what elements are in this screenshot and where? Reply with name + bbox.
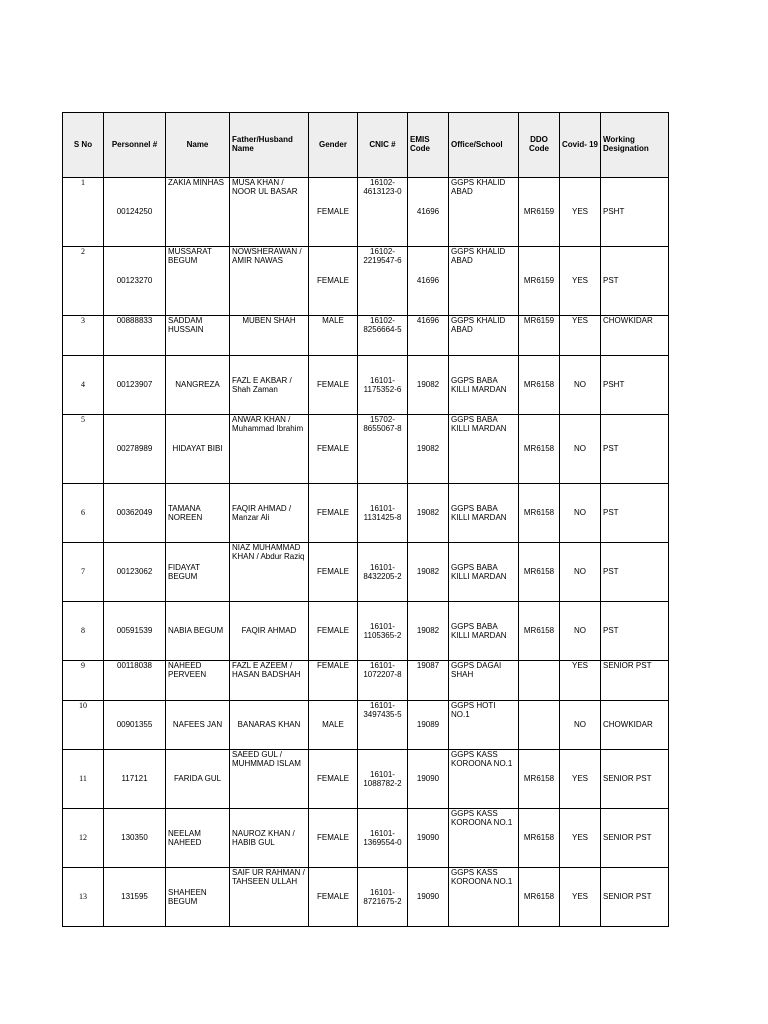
cell-office: GGPS DAGAI SHAH (449, 661, 519, 701)
table-row (63, 543, 669, 602)
cell-name: NANGREZA (166, 356, 230, 415)
cell-name: NABIA BEGUM (166, 602, 230, 661)
cell-office: GGPS KASS KOROONA NO.1 (449, 809, 519, 868)
cell-office: GGPS KHALID ABAD (449, 316, 519, 356)
cell-gender: FEMALE (309, 356, 358, 415)
cell-cnic: 16101-1105365-2 (358, 602, 408, 661)
col-header-designation: Working Designation (601, 113, 669, 178)
cell-office: GGPS HOTI NO.1 (449, 701, 519, 750)
cell-emis: 41696 (408, 316, 449, 356)
cell-designation: PST (601, 247, 669, 316)
col-header-gender: Gender (309, 113, 358, 178)
cell-emis: 19082 (408, 356, 449, 415)
cell-personnel: 00123270 (104, 247, 166, 316)
cell-covid: YES (560, 178, 601, 247)
cell-covid: NO (560, 701, 601, 750)
cell-cnic: 16102-2219547-6 (358, 247, 408, 316)
table-row (63, 247, 669, 316)
cell-sno: 12 (63, 809, 104, 868)
cell-personnel: 131595 (104, 868, 166, 927)
col-header-sno: S No (63, 113, 104, 178)
cell-designation: PST (601, 415, 669, 484)
cell-designation: SENIOR PST (601, 868, 669, 927)
cell-personnel: 00591539 (104, 602, 166, 661)
cell-name: MUSSARAT BEGUM (166, 247, 230, 316)
cell-designation: PST (601, 602, 669, 661)
cell-designation: SENIOR PST (601, 809, 669, 868)
cell-gender: FEMALE (309, 247, 358, 316)
table-row (63, 661, 669, 701)
cell-ddo: MR6158 (519, 868, 560, 927)
cell-sno: 3 (63, 316, 104, 356)
cell-name: SHAHEEN BEGUM (166, 868, 230, 927)
cell-personnel: 00362049 (104, 484, 166, 543)
cell-name: HIDAYAT BIBI (166, 415, 230, 484)
cell-father: SAEED GUL / MUHMMAD ISLAM (230, 750, 309, 809)
cell-sno: 11 (63, 750, 104, 809)
cell-ddo: MR6158 (519, 809, 560, 868)
table-row (63, 602, 669, 661)
cell-sno: 9 (63, 661, 104, 701)
cell-name: SADDAM HUSSAIN (166, 316, 230, 356)
cell-father: MUBEN SHAH (230, 316, 309, 356)
cell-ddo: MR6158 (519, 415, 560, 484)
cell-name: NAFEES JAN (166, 701, 230, 750)
cell-gender: FEMALE (309, 543, 358, 602)
col-header-office: Office/School (449, 113, 519, 178)
cell-sno: 5 (63, 415, 104, 484)
cell-ddo: MR6158 (519, 543, 560, 602)
cell-emis: 19087 (408, 661, 449, 701)
cell-emis: 19082 (408, 484, 449, 543)
cell-emis: 19089 (408, 701, 449, 750)
cell-cnic: 16102-8256664-5 (358, 316, 408, 356)
cell-ddo: MR6159 (519, 316, 560, 356)
cell-designation: CHOWKIDAR (601, 316, 669, 356)
cell-office: GGPS BABA KILLI MARDAN (449, 356, 519, 415)
cell-personnel: 00123062 (104, 543, 166, 602)
cell-name: FIDAYAT BEGUM (166, 543, 230, 602)
cell-covid: NO (560, 356, 601, 415)
cell-office: GGPS BABA KILLI MARDAN (449, 484, 519, 543)
cell-cnic: 16101-1072207-8 (358, 661, 408, 701)
col-header-cnic: CNIC # (358, 113, 408, 178)
cell-father: FAQIR AHMAD / Manzar Ali (230, 484, 309, 543)
cell-personnel: 130350 (104, 809, 166, 868)
cell-cnic: 16101-1131425-8 (358, 484, 408, 543)
cell-name: ZAKIA MINHAS (166, 178, 230, 247)
col-header-ddo: DDO Code (519, 113, 560, 178)
cell-designation: SENIOR PST (601, 750, 669, 809)
cell-ddo: MR6159 (519, 178, 560, 247)
table-row (63, 868, 669, 927)
cell-office: GGPS KHALID ABAD (449, 247, 519, 316)
cell-covid: NO (560, 543, 601, 602)
table-row (63, 415, 669, 484)
cell-gender: MALE (309, 316, 358, 356)
cell-personnel: 00123907 (104, 356, 166, 415)
cell-name: FARIDA GUL (166, 750, 230, 809)
cell-sno: 10 (63, 701, 104, 750)
cell-cnic: 15702-8655067-8 (358, 415, 408, 484)
cell-office: GGPS KHALID ABAD (449, 178, 519, 247)
cell-personnel: 00124250 (104, 178, 166, 247)
cell-designation: PST (601, 484, 669, 543)
cell-cnic: 16101-1088782-2 (358, 750, 408, 809)
cell-emis: 19090 (408, 868, 449, 927)
cell-office: GGPS KASS KOROONA NO.1 (449, 750, 519, 809)
cell-father: BANARAS KHAN (230, 701, 309, 750)
cell-name: NEELAM NAHEED (166, 809, 230, 868)
cell-ddo: MR6158 (519, 750, 560, 809)
cell-gender: FEMALE (309, 415, 358, 484)
staff-table (62, 112, 669, 927)
cell-personnel: 117121 (104, 750, 166, 809)
cell-sno: 4 (63, 356, 104, 415)
cell-sno: 7 (63, 543, 104, 602)
cell-office: GGPS BABA KILLI MARDAN (449, 543, 519, 602)
cell-father: FAZL E AKBAR / Shah Zaman (230, 356, 309, 415)
cell-covid: NO (560, 484, 601, 543)
cell-emis: 19082 (408, 602, 449, 661)
cell-gender: FEMALE (309, 868, 358, 927)
cell-father: NIAZ MUHAMMAD KHAN / Abdur Raziq (230, 543, 309, 602)
cell-ddo: MR6158 (519, 356, 560, 415)
table-row (63, 316, 669, 356)
cell-personnel: 00888833 (104, 316, 166, 356)
cell-covid: NO (560, 602, 601, 661)
cell-emis: 19090 (408, 750, 449, 809)
cell-name: NAHEED PERVEEN (166, 661, 230, 701)
cell-gender: FEMALE (309, 484, 358, 543)
col-header-covid: Covid- 19 (560, 113, 601, 178)
table-row (63, 750, 669, 809)
cell-emis: 41696 (408, 178, 449, 247)
cell-emis: 19082 (408, 543, 449, 602)
cell-covid: YES (560, 661, 601, 701)
cell-designation: PST (601, 543, 669, 602)
cell-designation: PSHT (601, 356, 669, 415)
table-row (63, 701, 669, 750)
cell-covid: YES (560, 750, 601, 809)
cell-cnic: 16102-4613123-0 (358, 178, 408, 247)
cell-office: GGPS BABA KILLI MARDAN (449, 602, 519, 661)
cell-ddo (519, 661, 560, 701)
cell-gender: FEMALE (309, 750, 358, 809)
cell-gender: FEMALE (309, 661, 358, 701)
cell-designation: PSHT (601, 178, 669, 247)
col-header-personnel: Personnel # (104, 113, 166, 178)
cell-designation: SENIOR PST (601, 661, 669, 701)
cell-emis: 41696 (408, 247, 449, 316)
cell-cnic: 16101-1175352-6 (358, 356, 408, 415)
cell-gender: FEMALE (309, 178, 358, 247)
cell-office: GGPS KASS KOROONA NO.1 (449, 868, 519, 927)
cell-personnel: 00278989 (104, 415, 166, 484)
cell-ddo: MR6158 (519, 484, 560, 543)
col-header-name: Name (166, 113, 230, 178)
cell-office: GGPS BABA KILLI MARDAN (449, 415, 519, 484)
cell-sno: 2 (63, 247, 104, 316)
cell-gender: FEMALE (309, 809, 358, 868)
cell-personnel: 00118038 (104, 661, 166, 701)
cell-sno: 13 (63, 868, 104, 927)
table-row (63, 178, 669, 247)
cell-father: FAZL E AZEEM / HASAN BADSHAH (230, 661, 309, 701)
cell-cnic: 16101-1369554-0 (358, 809, 408, 868)
cell-sno: 6 (63, 484, 104, 543)
cell-gender: MALE (309, 701, 358, 750)
cell-designation: CHOWKIDAR (601, 701, 669, 750)
cell-covid: YES (560, 316, 601, 356)
col-header-emis: EMIS Code (408, 113, 449, 178)
cell-father: NAUROZ KHAN / HABIB GUL (230, 809, 309, 868)
cell-ddo (519, 701, 560, 750)
col-header-father-husband: Father/Husband Name (230, 113, 309, 178)
cell-personnel: 00901355 (104, 701, 166, 750)
table-row (63, 356, 669, 415)
cell-ddo: MR6158 (519, 602, 560, 661)
cell-covid: NO (560, 415, 601, 484)
cell-father: NOWSHERAWAN / AMIR NAWAS (230, 247, 309, 316)
cell-covid: YES (560, 809, 601, 868)
cell-name: TAMANA NOREEN (166, 484, 230, 543)
cell-cnic: 16101-8721675-2 (358, 868, 408, 927)
table-row (63, 484, 669, 543)
cell-cnic: 16101-3497435-5 (358, 701, 408, 750)
cell-father: MUSA KHAN / NOOR UL BASAR (230, 178, 309, 247)
cell-emis: 19082 (408, 415, 449, 484)
cell-gender: FEMALE (309, 602, 358, 661)
cell-father: ANWAR KHAN / Muhammad Ibrahim (230, 415, 309, 484)
cell-father: SAIF UR RAHMAN / TAHSEEN ULLAH (230, 868, 309, 927)
header-row (63, 113, 669, 178)
cell-ddo: MR6159 (519, 247, 560, 316)
cell-cnic: 16101-8432205-2 (358, 543, 408, 602)
cell-covid: YES (560, 247, 601, 316)
table-row (63, 809, 669, 868)
cell-covid: YES (560, 868, 601, 927)
cell-father: FAQIR AHMAD (230, 602, 309, 661)
cell-emis: 19090 (408, 809, 449, 868)
cell-sno: 1 (63, 178, 104, 247)
cell-sno: 8 (63, 602, 104, 661)
